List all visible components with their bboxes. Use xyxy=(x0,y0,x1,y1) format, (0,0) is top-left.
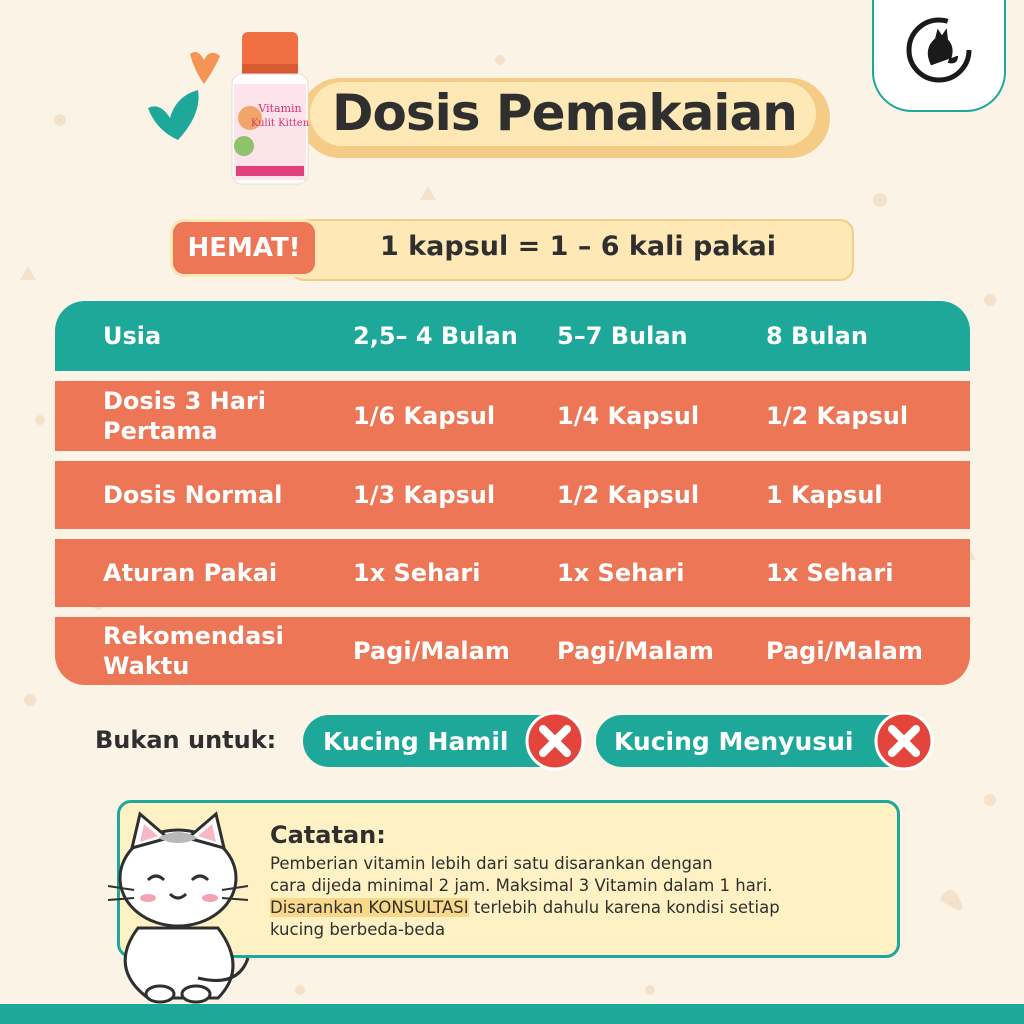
table-cell: 1x Sehari xyxy=(557,559,685,587)
dosage-table xyxy=(55,301,970,685)
table-row xyxy=(55,461,970,529)
note-line: kucing berbeda-beda xyxy=(270,920,446,939)
header-cell: 2,5– 4 Bulan xyxy=(353,322,518,350)
note-highlight: Disarankan KONSULTASI xyxy=(270,898,469,917)
vitamin-bottle-image xyxy=(222,28,318,188)
note-line: cara dijeda minimal 2 jam. Maksimal 3 Vitamin dalam 1 hari. xyxy=(270,876,773,895)
note-line: Pemberian vitamin lebih dari satu disarankan dengan xyxy=(270,854,713,873)
table-cell: 1/4 Kapsul xyxy=(557,402,700,430)
bottle-label-line1: Vitamin xyxy=(258,102,302,115)
not-for-pill xyxy=(303,715,568,767)
bottle-label-line2: Kulit Kitten xyxy=(250,118,310,129)
not-for-label: Bukan untuk: xyxy=(95,726,277,754)
table-cell: Pagi/Malam xyxy=(557,637,714,665)
hemat-text: 1 kapsul = 1 – 6 kali pakai xyxy=(380,231,776,262)
x-icon xyxy=(874,711,934,771)
table-cell: 1/6 Kapsul xyxy=(353,402,496,430)
table-cell: Pagi/Malam xyxy=(353,637,510,665)
not-for-pill xyxy=(596,715,916,767)
table-cell: 1x Sehari xyxy=(766,559,894,587)
header-cell: 8 Bulan xyxy=(766,322,868,350)
hemat-banner xyxy=(170,219,854,279)
heart-icon xyxy=(146,88,206,144)
table-cell: 1x Sehari xyxy=(353,559,481,587)
row-label: Dosis 3 Hari Pertama xyxy=(103,387,266,445)
not-for-item: Kucing Menyusui xyxy=(614,726,854,756)
header-cell: 5–7 Bulan xyxy=(557,322,688,350)
row-label: Dosis Normal xyxy=(103,481,283,509)
cat-illustration xyxy=(98,808,258,1008)
note-line xyxy=(270,897,890,919)
note-title: Catatan: xyxy=(270,821,386,849)
table-row xyxy=(55,617,970,685)
table-cell: 1/3 Kapsul xyxy=(353,481,496,509)
bottom-bar xyxy=(0,1004,1024,1024)
note-body xyxy=(270,853,890,941)
not-for-item: Kucing Hamil xyxy=(323,726,509,756)
hemat-badge: HEMAT! xyxy=(170,219,318,277)
table-cell: 1/2 Kapsul xyxy=(557,481,700,509)
table-cell: Pagi/Malam xyxy=(766,637,923,665)
row-label: Rekomendasi Waktu xyxy=(103,622,284,680)
header-cell: Usia xyxy=(103,322,162,350)
brand-logo xyxy=(872,0,1006,112)
table-row xyxy=(55,381,970,451)
page-title: Dosis Pemakaian xyxy=(332,84,797,142)
table-cell: 1/2 Kapsul xyxy=(766,402,909,430)
table-cell: 1 Kapsul xyxy=(766,481,883,509)
table-row xyxy=(55,539,970,607)
title-banner xyxy=(300,78,830,158)
note-line-rest: terlebih dahulu karena kondisi setiap xyxy=(468,898,780,917)
table-header-row xyxy=(55,301,970,371)
cat-logo-icon xyxy=(902,13,976,87)
x-icon xyxy=(525,711,585,771)
row-label: Aturan Pakai xyxy=(103,559,278,587)
